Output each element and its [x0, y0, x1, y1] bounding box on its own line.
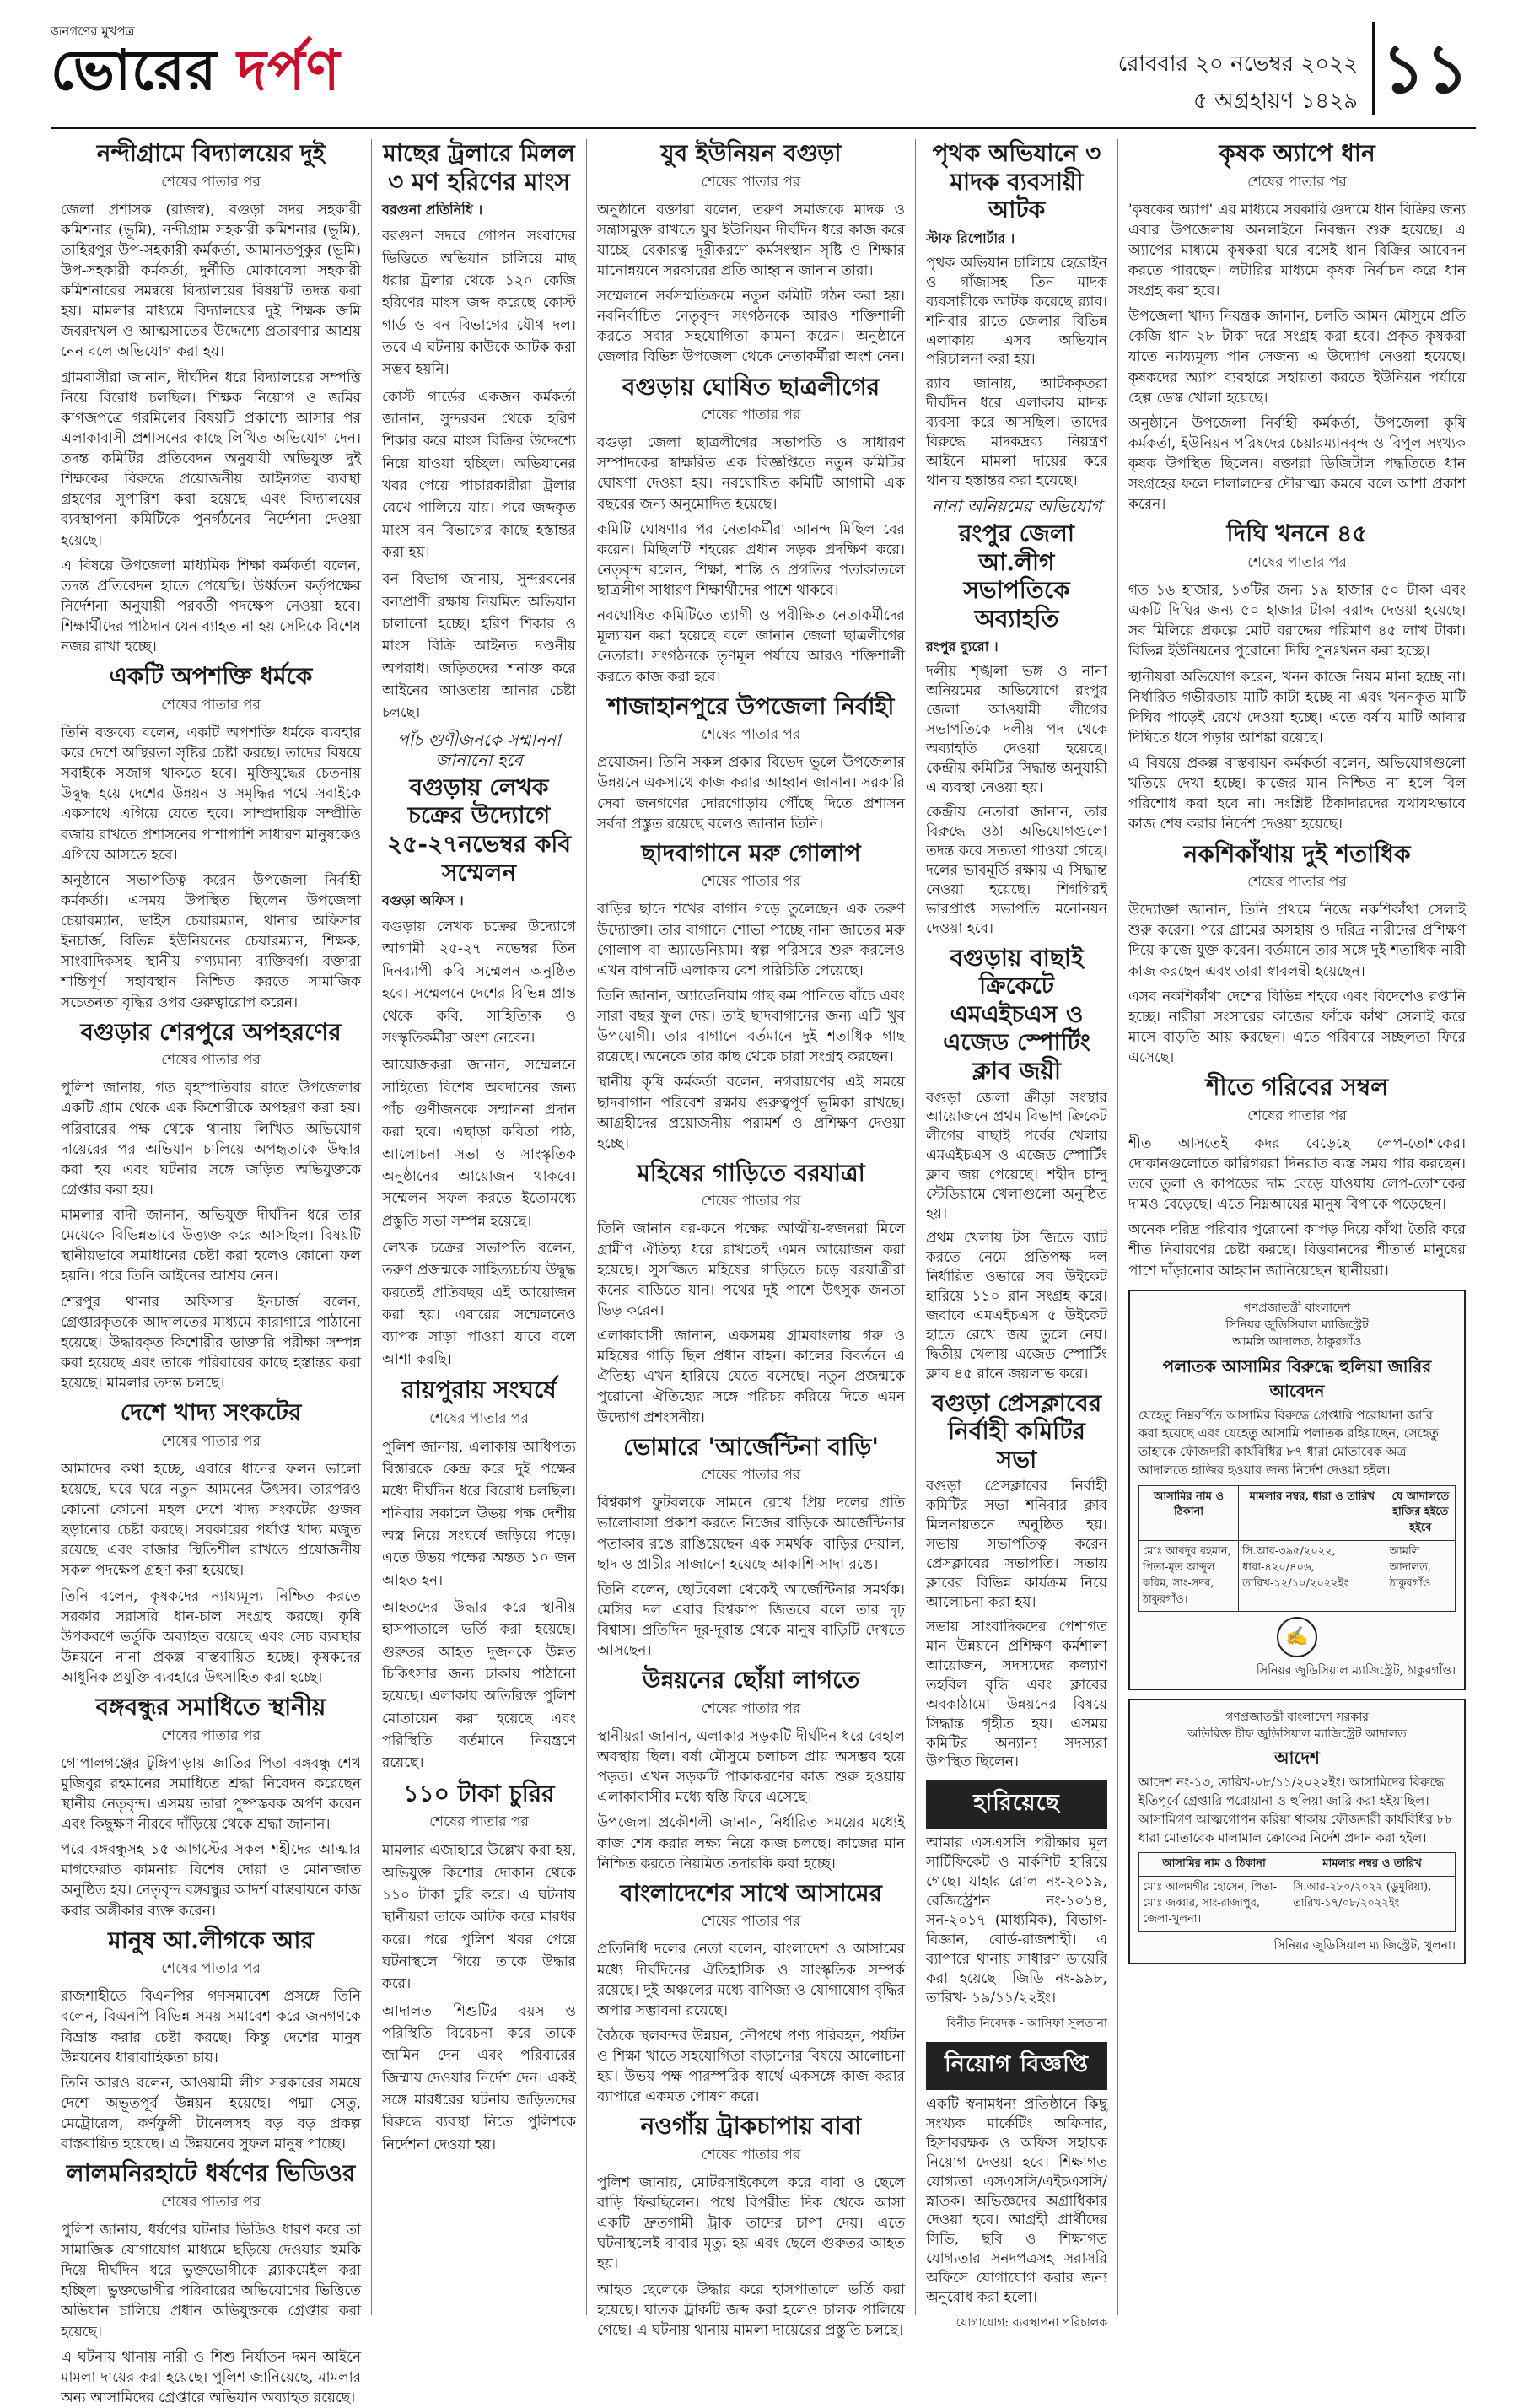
classified-signature: যোগাযোগ: ব্যবস্থাপনা পরিচালক	[955, 2316, 1107, 2330]
article-text: র‌্যাব জানায়, আটককৃতরা দীর্ঘদিন ধরে এলাকায় মাদক ব্যবসা করে আসছিল। তাদের বিরুদ্ধে মাদকদ্রব্য নিয়ন্ত্রণ আইনে মামলা দায়ের করে থানায় হস্তান্তর করা হয়েছে।	[926, 375, 1107, 490]
article-text: বগুড়া জেলা ছাত্রলীগের সভাপতি ও সাধারণ সম্পাদকের স্বাক্ষরিত এক বিজ্ঞপ্তিতে নতুন কমিটির ঘোষণা দেওয়া হয়। নবঘোষিত কমিটি আগামী এক বছরের জন্য অনুমোদিত হয়েছে।	[597, 434, 905, 513]
article-text: তিনি জানান, অ্যাডেনিয়াম গাছ কম পানিতে বাঁচে এবং সারা বছর ফুল দেয়। তাই ছাদবাগানের জন্য এটি খুব উপযোগী। তার বাগানে বর্তমানে দুই শতাধিক গাছ রয়েছে। অনেকে তার কাছ থেকে চারা সংগ্রহ করছেন।	[597, 987, 905, 1066]
continued-label: শেষের পাতার পর	[161, 173, 261, 191]
headline: শাজাহানপুরে উপজেলা নির্বাহী	[607, 692, 895, 720]
column-4	[915, 139, 1117, 2330]
article-text: তিনি বক্তব্যে বলেন, একটি অপশক্তি ধর্মকে ব্যবহার করে দেশে অস্থিরতা সৃষ্টির চেষ্টা করছে। তাদের বিষয়ে সবাইকে সজাগ থাকতে হবে। মুক্তিযুদ্ধের চেতনায় উদ্বুদ্ধ হয়ে দেশের উন্নয়ন ও সমৃদ্ধির পথে সবাইকে একসাথে এগিয়ে যেতে হবে। সাম্প্রদায়িক সম্প্রীতি বজায় রাখতে প্রশাসনের পাশাপাশি সাধারণ মানুষকেও এগিয়ে আসতে হবে।	[61, 724, 361, 864]
article-text: বগুড়ায় লেখক চক্রের উদ্যোগে আগামী ২৫-২৭ নভেম্বর তিন দিনব্যাপী কবি সম্মেলন অনুষ্ঠিত হবে। সম্মেলনে দেশের বিভিন্ন প্রান্ত থেকে কবি, সাহিত্যিক ও সংস্কৃতিকর্মীরা অংশ নেবেন।	[382, 918, 576, 1047]
classified-recruitment[interactable]	[926, 2042, 1107, 2333]
article-text: জেলা প্রশাসক (রাজস্ব), বগুড়া সদর সহকারী কমিশনার (ভূমি), নন্দীগ্রাম সহকারী কমিশনার (ভূমি), তাহিরপুর উপ-সহকারী কর্মকর্তা, আমানতপুকুর (ভূমি) উপ-সহকারী কর্মকর্তা, দুর্নীতি মোকাবেলা সহকারী কমিশনারের সমন্বয়ে বিদ্যালয়ের বিষয়টি তদন্ত করা হয়। মামলার মাধ্যমে বিদ্যালয়ের দুই শিক্ষক জমি জবরদখল ও আত্মসাতের উদ্দেশ্যে প্রতারণার আশ্রয় নেন বলে অভিযোগ করা হয়।	[61, 201, 361, 361]
article-text: উপজেলা খাদ্য নিয়ন্ত্রক জানান, চলতি আমন মৌসুমে প্রতি কেজি ধান ২৮ টাকা দরে সংগ্রহ করা হবে। প্রকৃত কৃষকরা যাতে ন্যায্যমূল্য পান সেজন্য এ উদ্যোগ নেওয়া হয়েছে। কৃষকদের অ্যাপ ব্যবহারে সহায়তা করতে ইউনিয়ন পর্যায়ে হেল্প ডেস্ক খোলা হয়েছে।	[1128, 308, 1466, 407]
table-cell: সি.আর-৩৯৫/২০২২, ধারা-৪২০/৪০৬, তারিখ-১২/১০/২০২২ইং	[1239, 1541, 1386, 1612]
article-text: বন বিভাগ জানায়, সুন্দরবনের বন্যপ্রাণী রক্ষায় নিয়মিত অভিযান চালানো হচ্ছে। হরিণ শিকার ও মাংস বিক্রি আইনত দণ্ডনীয় অপরাধ। জড়িতদের শনাক্ত করে আইনের আওতায় আনার চেষ্টা চলছে।	[382, 571, 576, 722]
headline: মাছের ট্রলারে মিলল ৩ মণ হরিণের মাংস	[383, 139, 575, 196]
article-text: দলীয় শৃঙ্খলা ভঙ্গ ও নানা অনিয়মের অভিযোগে রংপুর জেলা আওয়ামী লীগের সভাপতিকে দলীয় পদ থেকে অব্যাহতি দেওয়া হয়েছে। কেন্দ্রীয় কমিটির সিদ্ধান্ত অনুযায়ী এ ব্যবস্থা নেওয়া হয়।	[926, 663, 1107, 797]
article-manush[interactable]	[61, 1926, 361, 2155]
article-text: এলাকাবাসী জানান, একসময় গ্রামবাংলায় গরু ও মহিষের গাড়ি ছিল প্রধান বাহন। কালের বিবর্তনে এ ঐতিহ্য এখন হারিয়ে যেতে বসেছে। নতুন প্রজন্মকে পুরোনো ঐতিহ্যের সঙ্গে পরিচয় করিয়ে দিতে এমন উদ্যোগ প্রশংসনীয়।	[597, 1328, 905, 1426]
continued-label: শেষের পাতার পর	[701, 873, 801, 891]
notice-table	[1138, 1485, 1456, 1613]
article-text: অনুষ্ঠানে বক্তারা বলেন, তরুণ সমাজকে মাদক ও সন্ত্রাসমুক্ত রাখতে যুব ইউনিয়ন দীর্ঘদিন ধরে কাজ করে যাচ্ছে। বেকারত্ব দূরীকরণে কর্মসংস্থান সৃষ্টি ও শিক্ষার মানোন্নয়নে সরকারের প্রতি আহ্বান জানান তারা।	[597, 201, 905, 279]
masthead	[51, 17, 1476, 129]
headline: বগুড়ার শেরপুরে অপহরণের	[80, 1017, 342, 1046]
dateline: বরগুনা প্রতিনিধি ।	[382, 202, 483, 218]
classified-text: একটি স্বনামধন্য প্রতিষ্ঠানে কিছু সংখ্যক মার্কেটিং অফিসার, হিসাবরক্ষক ও অফিস সহায়ক নিয়োগ দেওয়া হবে। শিক্ষাগত যোগ্যতা এসএসসি/এইচএসসি/স্নাতক। অভিজ্ঞদের অগ্রাধিকার দেওয়া হবে। আগ্রহী প্রার্থীদের সিভি, ছবি ও শিক্ষাগত যোগ্যতার সনদপত্রসহ সরাসরি অফিসে যোগাযোগ করার জন্য অনুরোধ করা হলো।	[926, 2095, 1107, 2307]
article-text: উপজেলা প্রকৌশলী জানান, নির্ধারিত সময়ের মধ্যেই কাজ শেষ করার লক্ষ্য নিয়ে কাজ চলছে। কাজের মান নিশ্চিত করতে নিয়মিত তদারকি করা হচ্ছে।	[597, 1814, 905, 1872]
logo-part-a: ভোরের	[51, 37, 218, 103]
table-header: আসামির নাম ও ঠিকানা	[1139, 1853, 1289, 1877]
headline: নওগাঁয় ট্রাকচাপায় বাবা	[640, 2112, 862, 2141]
headline: একটি অপশক্তি ধর্মকে	[109, 662, 313, 691]
article-argentina-bari[interactable]	[597, 1433, 905, 1662]
article-jubo-union[interactable]	[597, 139, 905, 368]
table-cell: মোঃ আবদুর রহমান, পিতা-মৃত আব্দুল করিম, সাং-সদর, ঠাকুরগাঁও।	[1139, 1541, 1239, 1612]
headline: ভোমারে 'আর্জেন্টিনা বাড়ি'	[623, 1432, 879, 1461]
article-text: পুলিশ জানায়, ধর্ষণের ঘটনার ভিডিও ধারণ করে তা সামাজিক যোগাযোগ মাধ্যমে ছড়িয়ে দেওয়ার হুমকি দিয়ে দীর্ঘদিন ধরে ভুক্তভোগীকে ব্ল্যাকমেইল করা হচ্ছিল। ভুক্তভোগীর পরিবারের অভিযোগের ভিত্তিতে অভিযান চালিয়ে প্রধান অভিযুক্তকে গ্রেপ্তার করা হয়েছে।	[61, 2221, 361, 2341]
headline: কৃষক অ্যাপে ধান	[1219, 139, 1375, 167]
article-text: আহত ছেলেকে উদ্ধার করে হাসপাতালে ভর্তি করা হয়েছে। ঘাতক ট্রাকটি জব্দ করা হলেও চালক পালিয়ে গেছে। এ ঘটনায় থানায় মামলা দায়েরের প্রস্তুতি চলছে।	[597, 2281, 905, 2339]
article-text: স্থানীয়রা অভিযোগ করেন, খনন কাজে নিয়ম মানা হচ্ছে না। নির্ধারিত গভীরতায় মাটি কাটা হচ্ছে না এবং খননকৃত মাটি দিঘির পাড়েই রেখে দেওয়া হচ্ছে। এতে বর্ষায় মাটি আবার দিঘিতে ধসে পড়ার আশঙ্কা রয়েছে।	[1128, 668, 1466, 746]
article-text: গোপালগঞ্জের টুঙ্গিপাড়ায় জাতির পিতা বঙ্গবন্ধু শেখ মুজিবুর রহমানের সমাধিতে শ্রদ্ধা নিবেদন করেছেন স্থানীয় নেতৃবৃন্দ। এসময় তারা পুষ্পস্তবক অর্পণ করেন এবং কিছুক্ষণ নীরবে দাঁড়িয়ে থেকে শ্রদ্ধা জানান।	[61, 1754, 361, 1834]
headline: শীতে গরিবের সম্বল	[1205, 1073, 1389, 1102]
article-text: অনুষ্ঠানে সভাপতিত্ব করেন উপজেলা নির্বাহী কর্মকর্তা। এসময় উপস্থিত ছিলেন উপজেলা চেয়ারম্যান, ভাইস চেয়ারম্যান, থানার অফিসার ইনচার্জ, বিভিন্ন ইউনিয়নের চেয়ারম্যান, শিক্ষক, সাংবাদিকসহ স্থানীয় গণ্যমান্য ব্যক্তিবর্গ। বক্তারা শান্তিপূর্ণ সহাবস্থান নিশ্চিত করতে সামাজিক সচেতনতা বৃদ্ধির ওপর গুরুত্বারোপ করেন।	[61, 871, 361, 1011]
article-text: এ ঘটনায় থানায় নারী ও শিশু নির্যাতন দমন আইনে মামলা দায়ের করা হয়েছে। পুলিশ জানিয়েছে, মামলার অন্য আসামিদের গ্রেপ্তারে অভিযান অব্যাহত রয়েছে।	[61, 2348, 361, 2406]
article-text: সভায় সাংবাদিকদের পেশাগত মান উন্নয়নে প্রশিক্ষণ কর্মশালা আয়োজন, সদস্যদের কল্যাণ তহবিল বৃদ্ধি এবং ক্লাবের অবকাঠামো উন্নয়নের বিষয়ে সিদ্ধান্ত গৃহীত হয়। এসময় কমিটির অন্যান্য সদস্যরা উপস্থিত ছিলেন।	[926, 1618, 1107, 1771]
notice-line: গণপ্রজাতন্ত্রী বাংলাদেশ সরকার	[1225, 1710, 1369, 1724]
date-bengali: ৫ অগ্রহায়ণ ১৪২৯	[1192, 89, 1358, 114]
headline: বঙ্গবন্ধুর সমাধিতে স্থানীয়	[95, 1693, 326, 1721]
article-text: প্রতিনিধি দলের নেতা বলেন, বাংলাদেশ ও আসামের মধ্যে দীর্ঘদিনের ঐতিহাসিক ও সাংস্কৃতিক সম্পর্ক রয়েছে। দুই অঞ্চলের মধ্যে বাণিজ্য ও যোগাযোগ বৃদ্ধির অপার সম্ভাবনা রয়েছে।	[597, 1941, 905, 2019]
table-cell: মোঃ আলমগীর হোসেন, পিতা-মোঃ জব্বার, সাং-রাজাপুর, জেলা-খুলনা।	[1139, 1877, 1289, 1932]
logo-part-b: দর্পণ	[237, 37, 341, 103]
article-text: সম্মেলনে সর্বসম্মতিক্রমে নতুন কমিটি গঠন করা হয়। নবনির্বাচিত নেতৃবৃন্দ সংগঠনকে আরও শক্তিশালী করতে সবার সহযোগিতা কামনা করেন। অনুষ্ঠানে জেলার বিভিন্ন উপজেলা থেকে নেতাকর্মীরা অংশ নেন।	[597, 288, 905, 366]
article-khadya[interactable]	[61, 1398, 361, 1688]
continued-label: শেষের পাতার পর	[701, 2146, 801, 2163]
article-text: কমিটি ঘোষণার পর নেতাকর্মীরা আনন্দ মিছিল বের করেন। মিছিলটি শহরের প্রধান সড়ক প্রদক্ষিণ করে। নেতৃবৃন্দ বলেন, শিক্ষা, শান্তি ও প্রগতির পতাকাতলে ছাত্রলীগ সাধারণ শিক্ষার্থীদের পাশে থাকবে।	[597, 520, 905, 600]
headline: পৃথক অভিযানে ৩ মাদক ব্যবসায়ী আটক	[932, 139, 1101, 224]
article-text: প্রয়োজন। তিনি সকল প্রকার বিভেদ ভুলে উপজেলার উন্নয়নে একসাথে কাজ করার আহ্বান জানান। সরকারি সেবা জনগণের দোরগোড়ায় পৌঁছে দিতে প্রশাসন সর্বদা প্রস্তুত রয়েছে বলেও জানান তিনি।	[597, 754, 905, 832]
article-dighi-khonon[interactable]	[1128, 520, 1466, 834]
article-text: তিনি আরও বলেন, আওয়ামী লীগ সরকারের সময়ে দেশে অভূতপূর্ব উন্নয়ন হয়েছে। পদ্মা সেতু, মেট্রোরেল, কর্ণফুলী টানেলসহ বড় বড় প্রকল্প বাস্তবায়িত হয়েছে। এ উন্নয়নের সুফল মানুষ পাচ্ছে।	[61, 2074, 361, 2153]
article-text: পুলিশ জানায়, গত বৃহস্পতিবার রাতে উপজেলার একটি গ্রাম থেকে এক কিশোরীকে অপহরণ করা হয়। পরিবারের পক্ষ থেকে থানায় লিখিত অভিযোগ দায়েরের পর অভিযান চালিয়ে অপহৃতাকে উদ্ধার করা হয় এবং ঘটনার সঙ্গে জড়িত অভিযুক্তকে গ্রেপ্তার করা হয়।	[61, 1080, 361, 1199]
article-text: শীত আসতেই কদর বেড়েছে লেপ-তোশকের। দোকানগুলোতে কারিগররা দিনরাত ব্যস্ত সময় পার করছেন। তবে তুলা ও কাপড়ের দাম বেড়ে যাওয়ায় লেপ-তোশকের দামও বেড়েছে। এতে নিম্নআয়ের মানুষ বিপাকে পড়েছেন।	[1128, 1134, 1466, 1214]
article-text: এসব নকশিকাঁথা দেশের বিভিন্ন শহরে এবং বিদেশেও রপ্তানি হচ্ছে। নারীরা সংসারের কাজের ফাঁকে কাঁথা সেলাই করে মাসে বাড়তি আয় করছেন। এতে পরিবারে সচ্ছলতা ফিরে এসেছে।	[1128, 988, 1466, 1067]
continued-label: শেষের পাতার পর	[701, 1193, 801, 1210]
headline: মানুষ আ.লীগকে আর	[108, 1926, 314, 1954]
article-text: বৈঠকে স্থলবন্দর উন্নয়ন, নৌপথে পণ্য পরিবহন, পর্যটন ও শিক্ষা খাতে সহযোগিতা বাড়ানোর বিষয়ে আলোচনা হয়। উভয় পক্ষ পারস্পরিক স্বার্থে একসঙ্গে কাজ করার ব্যাপারে একমত পোষণ করে।	[597, 2027, 905, 2106]
continued-label: শেষের পাতার পর	[701, 726, 801, 744]
page-number: ১১	[1372, 22, 1476, 115]
article-text: তিনি জানান বর-কনে পক্ষের আত্মীয়-স্বজনরা মিলে গ্রামীণ ঐতিহ্য ধরে রাখতেই এমন আয়োজন করা হয়েছে। সুসজ্জিত মহিষের গাড়িতে চড়ে বরযাত্রীরা কনের বাড়িতে যান। পথের দুই পাশে উৎসুক জনতা ভিড় করেন।	[597, 1220, 905, 1319]
table-header: আসামির নাম ও ঠিকানা	[1139, 1485, 1239, 1541]
continued-label: শেষের পাতার পর	[701, 1913, 801, 1931]
court-notice-2[interactable]	[1128, 1699, 1466, 1964]
continued-label: শেষের পাতার পর	[1247, 1107, 1347, 1124]
article-nakshikantha[interactable]	[1128, 840, 1466, 1069]
continued-label: শেষের পাতার পর	[161, 696, 261, 714]
headline: যুব ইউনিয়ন বগুড়া	[660, 139, 842, 167]
notice-signature: সিনিয়র জুডিসিয়াল ম্যাজিস্ট্রেট, খুলনা।	[1273, 1938, 1456, 1953]
article-bangabandhu[interactable]	[61, 1693, 361, 1921]
notice-text: যেহেতু নিম্নবর্ণিত আসামির বিরুদ্ধে গ্রেপ্তারি পরোয়ানা জারি করা হয়েছে এবং যেহেতু আসামি পলাতক রহিয়াছেন, সেহেতু তাহাকে ফৌজদারী কার্যবিধির ৮৭ ধারা মোতাবেক অত্র আদালতে হাজির হওয়ার জন্য নির্দেশ দেওয়া হইল।	[1138, 1407, 1439, 1478]
dateline: রংপুর ব্যুরো ।	[926, 638, 999, 655]
notice-table	[1138, 1852, 1456, 1931]
article-text: স্থানীয়রা জানান, এলাকার সড়কটি দীর্ঘদিন ধরে বেহাল অবস্থায় ছিল। বর্ষা মৌসুমে চলাচল প্রায় অসম্ভব হয়ে পড়ত। এখন সড়কটি পাকাকরণের কাজ শুরু হওয়ায় এলাকাবাসীর মধ্যে স্বস্তি ফিরে এসেছে।	[597, 1727, 905, 1807]
notice-line: আমলি আদালত, ঠাকুরগাঁও	[1232, 1335, 1362, 1349]
headline: নকশিকাঁথায় দুই শতাধিক	[1183, 839, 1411, 868]
article-chhatraleague[interactable]	[597, 373, 905, 687]
article-assam[interactable]	[597, 1879, 905, 2108]
date-gregorian: রোববার ২০ নভেম্বর ২০২২	[1117, 51, 1358, 77]
article-naogaon[interactable]	[597, 2112, 905, 2341]
column-5	[1117, 139, 1476, 2315]
article-unnayan[interactable]	[597, 1666, 905, 1873]
article-machher[interactable]	[382, 139, 576, 725]
article-kobi-sommelon[interactable]	[382, 730, 576, 1371]
article-chhadbagan[interactable]	[597, 839, 905, 1154]
article-text: গত ১৬ হাজার, ১৩টির জন্য ১৯ হাজার ৫০ টাকা এবং একটি দিঘির জন্য ৫০ হাজার টাকা বরাদ্দ দেওয়া হয়েছে। সব মিলিয়ে প্রকল্পে মোট বরাদ্দের পরিমাণ ৪৫ লাখ টাকা। বিভিন্ন ইউনিয়নের পুরোনো দিঘি পুনঃখনন করা হচ্ছে।	[1128, 582, 1466, 660]
article-text: আয়োজকরা জানান, সম্মেলনে সাহিত্যে বিশেষ অবদানের জন্য পাঁচ গুণীজনকে সম্মাননা প্রদান করা হবে। এছাড়া কবিতা পাঠ, আলোচনা সভা ও সাংস্কৃতিক অনুষ্ঠানের আয়োজন থাকবে। সম্মেলন সফল করতে ইতোমধ্যে প্রস্তুতি সভা সম্পন্ন হয়েছে।	[382, 1057, 576, 1230]
article-opashakti[interactable]	[61, 662, 361, 1012]
table-header: মামলার নম্বর ও তারিখ	[1289, 1853, 1456, 1877]
headline: দেশে খাদ্য সংকটের	[120, 1398, 302, 1427]
article-text: গ্রামবাসীরা জানান, দীর্ঘদিন ধরে বিদ্যালয়ের সম্পত্তি নিয়ে বিরোধ চলছিল। শিক্ষক নিয়োগ ও জমির কাগজপত্রে গরমিলের বিষয়টি প্রকাশ্যে আসার পর এলাকাবাসী প্রশাসনের কাছে লিখিত অভিযোগ দেন। তদন্ত কমিটির প্রতিবেদন অনুযায়ী অভিযুক্ত দুই শিক্ষকের বিরুদ্ধে প্রয়োজনীয় আইনগত ব্যবস্থা গ্রহণের সুপারিশ করা হয়েছে এবং বিদ্যালয়ের ব্যবস্থাপনা কমিটিকে পুনর্গঠনের নির্দেশনা দেওয়া হয়েছে।	[61, 369, 361, 549]
article-text: তিনি বলেন, কৃষকদের ন্যায্যমূল্য নিশ্চিত করতে সরকার সরাসরি ধান-চাল সংগ্রহ করছে। কৃষি উপকরণে ভর্তুকি অব্যাহত রয়েছে এবং সেচ ব্যবস্থার উন্নয়নে নানা প্রকল্প বাস্তবায়িত হচ্ছে। কৃষকদের আধুনিক প্রযুক্তি ব্যবহারে উৎসাহিত করা হচ্ছে।	[61, 1587, 361, 1686]
article-text: মামলার বাদী জানান, অভিযুক্ত দীর্ঘদিন ধরে তার মেয়েকে বিভিন্নভাবে উত্ত্যক্ত করে আসছিল। বিষয়টি স্থানীয়ভাবে সমাধানের চেষ্টা করা হলেও কোনো ফল হয়নি। পরে তিনি আইনের আশ্রয় নেন।	[61, 1207, 361, 1285]
notice-title: পলাতক আসামির বিরুদ্ধে হুলিয়া জারির আবেদন	[1162, 1355, 1432, 1401]
dateline: স্টাফ রিপোর্টার ।	[926, 229, 1015, 246]
continued-label: শেষের পাতার পর	[701, 173, 801, 191]
article-text: কেন্দ্রীয় নেতারা জানান, তার বিরুদ্ধে ওঠা অভিযোগগুলো তদন্ত করে সত্যতা পাওয়া গেছে। দলের ভাবমূর্তি রক্ষায় এ সিদ্ধান্ত নেওয়া হয়েছে। শিগগিরই ভারপ্রাপ্ত সভাপতি মনোনয়ন দেওয়া হবে।	[926, 803, 1107, 937]
article-text: এ বিষয়ে প্রকল্প বাস্তবায়ন কর্মকর্তা বলেন, অভিযোগগুলো খতিয়ে দেখা হচ্ছে। কাজের মান নিশ্চিত না হলে বিল পরিশোধ করা হবে না। সংশ্লিষ্ট ঠিকাদারদের যথাযথভাবে কাজ শেষ করার নির্দেশ দেওয়া হয়েছে।	[1128, 755, 1466, 833]
article-text: অনুষ্ঠানে উপজেলা নির্বাহী কর্মকর্তা, উপজেলা কৃষি কর্মকর্তা, ইউনিয়ন পরিষদের চেয়ারম্যানবৃন্দ ও বিপুল সংখ্যক কৃষক উপস্থিত ছিলেন। বক্তারা ডিজিটাল পদ্ধতিতে ধান সংগ্রহের ফলে দালালদের দৌরাত্ম্য কমবে বলে আশা প্রকাশ করেন।	[1128, 414, 1466, 514]
column-1	[51, 139, 371, 2406]
article-text: আদালত শিশুটির বয়স ও পরিস্থিতি বিবেচনা করে তাকে জামিন দেন এবং পরিবারের জিম্মায় দেওয়ার নির্দেশ দেন। একই সঙ্গে মারধরের ঘটনায় জড়িতদের বিরুদ্ধে ব্যবস্থা নিতে পুলিশকে নির্দেশনা দেওয়া হয়।	[382, 2002, 576, 2153]
article-text: রাজশাহীতে বিএনপির গণসমাবেশ প্রসঙ্গে তিনি বলেন, বিএনপি বিভিন্ন সময় সমাবেশ করে জনগণকে বিভ্রান্ত করার চেষ্টা করছে। কিন্তু দেশের মানুষ উন্নয়নের ধারাবাহিকতা চায়।	[61, 1988, 361, 2066]
classified-lost[interactable]	[926, 1780, 1107, 2033]
article-text: 'কৃষকের অ্যাপ' এর মাধ্যমে সরকারি গুদামে ধান বিক্রির জন্য এবার উপজেলায় অনলাইনে নিবন্ধন শুরু হয়েছে। এ অ্যাপের মাধ্যমে কৃষকরা ঘরে বসেই ধান বিক্রির আবেদন করতে পারছেন। লটারির মাধ্যমে কৃষক নির্বাচন করে ধান সংগ্রহ করা হবে।	[1128, 201, 1466, 300]
article-raipura[interactable]	[382, 1376, 576, 1775]
table-cell: সি.আর-২৮০/২০২২ (ডুমুরিয়া), তারিখ-১৭/০৮/২০২২ইং	[1289, 1877, 1456, 1932]
article-text: আহতদের উদ্ধার করে স্থানীয় হাসপাতালে ভর্তি করা হয়েছে। গুরুতর আহত দুজনকে উন্নত চিকিৎসার জন্য ঢাকায় পাঠানো হয়েছে। এলাকায় অতিরিক্ত পুলিশ মোতায়েন করা হয়েছে এবং পরিস্থিতি বর্তমানে নিয়ন্ত্রণে রয়েছে।	[382, 1599, 576, 1772]
classified-text: আমার এসএসসি পরীক্ষার মূল সার্টিফিকেট ও মার্কশিট হারিয়ে গেছে। যাহার রোল নং-২০১৯, রেজিস্ট্রেশন নং-১০১৪, সন-২০১৭ (মাধ্যমিক), বিভাগ-বিজ্ঞান, বোর্ড-রাজশাহী। এ ব্যাপারে থানায় সাধারণ ডায়েরি করা হয়েছে। জিডি নং-৯৯৮, তারিখ- ১৯/১১/২২ইং।	[926, 1834, 1107, 2007]
headline: উন্নয়নের ছোঁয়া লাগতে	[642, 1666, 860, 1694]
headline: ছাদবাগানে মরু গোলাপ	[641, 838, 861, 867]
notice-text: আদেশ নং-১৩, তারিখ-০৮/১১/২০২২ইং। আসামিদের বিরুদ্ধে ইতিপূর্বে গ্রেপ্তারি পরোয়ানা ও হুলিয়া জারি করা হইয়াছিল। আসামিগণ আত্মগোপন করিয়া থাকায় ফৌজদারী কার্যবিধির ৮৮ ধারা মোতাবেক মালামাল ক্রোকের নির্দেশ প্রদান করা হইল।	[1138, 1775, 1454, 1845]
headline: বগুড়ায় বাছাই ক্রিকেটে এমএইচএস ও এজেড স্পোর্টিং ক্লাব জয়ী	[943, 943, 1090, 1085]
column-3	[586, 139, 915, 2339]
headline: রংপুর জেলা আ.লীগ সভাপতিকে অব্যাহতি	[958, 520, 1074, 633]
article-text: অনেক দরিদ্র পরিবার পুরোনো কাপড় দিয়ে কাঁথা তৈরি করে শীত নিবারণের চেষ্টা করছে। বিত্তবানদের শীতার্ত মানুষের পাশে দাঁড়ানোর আহ্বান জানিয়েছেন স্থানীয়রা।	[1128, 1221, 1466, 1279]
article-text: পরে বঙ্গবন্ধুসহ ১৫ আগস্টের সকল শহীদের আত্মার মাগফেরাত কামনায় বিশেষ দোয়া ও মোনাজাত অনুষ্ঠিত হয়। নেতৃবৃন্দ বঙ্গবন্ধুর আদর্শ বাস্তবায়নে কাজ করার অঙ্গীকার ব্যক্ত করেন।	[61, 1841, 361, 1920]
article-110-taka[interactable]	[382, 1780, 576, 2156]
continued-label: শেষের পাতার পর	[161, 1960, 261, 1978]
article-cricket[interactable]	[926, 944, 1107, 1384]
signature-mark-icon: ✍	[1277, 1617, 1317, 1657]
headline: মহিষের গাড়িতে বরযাত্রা	[637, 1158, 865, 1187]
article-text: বাড়ির ছাদে শখের বাগান গড়ে তুলেছেন এক তরুণ উদ্যোক্তা। তার বাগানে শোভা পাচ্ছে নানা জাতের মরু গোলাপ বা অ্যাডেনিয়াম। স্বল্প পরিসরে শুরু করলেও এখন বাগানটি এলাকায় বেশ পরিচিতি পেয়েছে।	[597, 901, 905, 979]
article-text: শেরপুর থানার অফিসার ইনচার্জ বলেন, গ্রেপ্তারকৃতকে আদালতের মাধ্যমে কারাগারে পাঠানো হয়েছে। উদ্ধারকৃত কিশোরীর ডাক্তারি পরীক্ষা সম্পন্ন করা হয়েছে এবং তাকে পরিবারের কাছে হস্তান্তর করা হয়েছে। মামলার তদন্ত চলছে।	[61, 1293, 361, 1393]
court-notice-1[interactable]	[1128, 1290, 1466, 1690]
article-sherpur[interactable]	[61, 1018, 361, 1393]
headline: লালমনিরহাটে ধর্ষণের ভিডিওর	[66, 2159, 356, 2188]
headline: বগুড়ায় লেখক চক্রের উদ্যোগে ২৫-২৭নভেম্বর কবি সম্মেলন	[386, 773, 572, 886]
article-sheet[interactable]	[1128, 1073, 1466, 1280]
article-text: উদ্যোক্তা জানান, তিনি প্রথমে নিজে নকশিকাঁথা সেলাই শুরু করেন। পরে গ্রামের অসহায় ও দরিদ্র নারীদের প্রশিক্ষণ দিয়ে কাজে যুক্ত করেন। বর্তমানে তার সঙ্গে দুই শতাধিক নারী কাজ করছেন এবং তারা স্বাবলম্বী হয়েছেন।	[1128, 902, 1466, 980]
article-text: স্থানীয় কৃষি কর্মকর্তা বলেন, নগরায়ণের এই সময়ে ছাদবাগান পরিবেশ রক্ষায় গুরুত্বপূর্ণ ভূমিকা রাখছে। আগ্রহীদের প্রয়োজনীয় পরামর্শ ও প্রশিক্ষণ দেওয়া হচ্ছে।	[597, 1074, 905, 1152]
table-row	[1139, 1877, 1456, 1932]
kicker: নানা অনিয়মের অভিযোগ	[931, 496, 1102, 517]
headline: রায়পুরায় সংঘর্ষে	[401, 1376, 557, 1403]
article-text: পুলিশ জানায়, এলাকায় আধিপত্য বিস্তারকে কেন্দ্র করে দুই পক্ষের মধ্যে দীর্ঘদিন ধরে বিরোধ চলছিল। শনিবার সকালে উভয় পক্ষ দেশীয় অস্ত্র নিয়ে সংঘর্ষে জড়িয়ে পড়ে। এতে উভয় পক্ষের অন্তত ১০ জন আহত হন।	[382, 1438, 576, 1589]
article-text: বরগুনা সদরে গোপন সংবাদের ভিত্তিতে অভিযান চালিয়ে মাছ ধরার ট্রলার থেকে ১২০ কেজি হরিণের মাংস জব্দ করেছে কোস্ট গার্ড ও বন বিভাগের যৌথ দল। তবে এ ঘটনায় কাউকে আটক করা সম্ভব হয়নি।	[382, 228, 576, 379]
masthead-tagline: জনগণের মুখপত্র	[51, 24, 135, 39]
table-row	[1139, 1541, 1456, 1612]
article-text: এ বিষয়ে উপজেলা মাধ্যমিক শিক্ষা কর্মকর্তা বলেন, তদন্ত প্রতিবেদন হাতে পেয়েছি। উর্ধ্বতন কর্তৃপক্ষের নির্দেশনা অনুযায়ী পরবর্তী পদক্ষেপ নেওয়া হবে। শিক্ষার্থীদের পাঠদান যেন ব্যাহত না হয় সেদিকে বিশেষ নজর রাখা হচ্ছে।	[61, 557, 361, 656]
continued-label: শেষের পাতার পর	[429, 1409, 529, 1427]
table-header: মামলার নম্বর, ধারা ও তারিখ	[1239, 1485, 1386, 1541]
classified-title: নিয়োগ বিজ্ঞপ্তি	[926, 2042, 1107, 2090]
continued-label: শেষের পাতার পর	[161, 1727, 261, 1744]
article-text: নবঘোষিত কমিটিতে ত্যাগী ও পরীক্ষিত নেতাকর্মীদের মূল্যায়ন করা হয়েছে বলে জানান জেলা ছাত্রলীগের নেতারা। সংগঠনকে তৃণমূল পর্যায়ে আরও শক্তিশালী করতে কাজ করা হবে।	[597, 607, 905, 686]
notice-line: সিনিয়র জুডিসিয়াল ম্যাজিস্ট্রেট	[1225, 1317, 1369, 1332]
classified-signature: বিনীত নিবেদক - আসিফা সুলতানা	[946, 2016, 1107, 2030]
headline: দিঘি খননে ৪৫	[1226, 520, 1368, 548]
dateline: বগুড়া অফিস ।	[382, 892, 464, 909]
continued-label: শেষের পাতার পর	[701, 1467, 801, 1484]
table-cell: আমলি আদালত, ঠাকুরগাঁও	[1386, 1541, 1455, 1612]
article-text: বিশ্বকাপ ফুটবলকে সামনে রেখে প্রিয় দলের প্রতি ভালোবাসা প্রকাশ করতে নিজের বাড়িকে আর্জেন্টিনার পতাকার রঙে রাঙিয়েছেন এক সমর্থক। বাড়ির দেয়াল, ছাদ ও প্রাচীর সাজানো হয়েছে আকাশি-সাদা রঙে।	[597, 1495, 905, 1573]
classified-title: হারিয়েছে	[926, 1780, 1107, 1829]
article-text: লেখক চক্রের সভাপতি বলেন, তরুণ প্রজন্মকে সাহিত্যচর্চায় উদ্বুদ্ধ করতেই প্রতিবছর এই আয়োজন করা হয়। এবারের সম্মেলনেও ব্যাপক সাড়া পাওয়া যাবে বলে আশা করছি।	[382, 1239, 576, 1368]
continued-label: শেষের পাতার পর	[161, 1432, 261, 1450]
table-header: যে আদালতে হাজির হইতে হইবে	[1386, 1485, 1455, 1541]
continued-label: শেষের পাতার পর	[1247, 874, 1347, 892]
newspaper-logo	[51, 37, 341, 103]
headline: বগুড়া প্রেসক্লাবের নির্বাহী কমিটির সভা	[931, 1388, 1102, 1473]
article-pressclub[interactable]	[926, 1389, 1107, 1773]
notice-line: অতিরিক্ত চীফ জুডিসিয়াল ম্যাজিস্ট্রেট আদালত	[1187, 1727, 1407, 1742]
continued-label: শেষের পাতার পর	[161, 1052, 261, 1069]
article-text: আমাদের কথা হচ্ছে, এবারে ধানের ফলন ভালো হয়েছে, ঘরে ঘরে নতুন আমনের উৎসব। তারপরও কোনো কোনো মহল দেশে খাদ্য সংকটের গুজব ছড়ানোর চেষ্টা করছে। সরকারের পর্যাপ্ত খাদ্য মজুত রয়েছে এবং বাজার স্থিতিশীল রাখতে প্রয়োজনীয় সকল পদক্ষেপ গ্রহণ করা হয়েছে।	[61, 1460, 361, 1580]
continued-label: শেষের পাতার পর	[1247, 173, 1347, 191]
continued-label: শেষের পাতার পর	[161, 2193, 261, 2211]
article-text: প্রথম খেলায় টস জিতে ব্যাট করতে নেমে প্রতিপক্ষ দল নির্ধারিত ওভারে সব উইকেট হারিয়ে ১১০ রান সংগ্রহ করে। জবাবে এমএইচএস ৫ উইকেট হাতে রেখে জয় তুলে নেয়। দ্বিতীয় খেলায় এজেড স্পোর্টিং ক্লাব ৪৫ রানে জয়লাভ করে।	[926, 1230, 1107, 1382]
article-text: কোস্ট গার্ডের একজন কর্মকর্তা জানান, সুন্দরবন থেকে হরিণ শিকার করে মাংস বিক্রির উদ্দেশ্যে নিয়ে যাওয়া হচ্ছিল। অভিযানের খবর পেয়ে পাচারকারীরা ট্রলার রেখে পালিয়ে যায়। পরে জব্দকৃত মাংস বন বিভাগের কাছে হস্তান্তর করা হয়।	[382, 388, 576, 561]
article-mohisher-gari[interactable]	[597, 1159, 905, 1428]
continued-label: শেষের পাতার পর	[1247, 554, 1347, 572]
kicker: পাঁচ গুণীজনকে সম্মাননা জানানো হবে	[397, 729, 561, 770]
article-shajahanpur[interactable]	[597, 692, 905, 834]
article-prithok-ovijan[interactable]	[926, 139, 1107, 491]
headline: বগুড়ায় ঘোষিত ছাত্রলীগের	[622, 372, 880, 401]
headline: নন্দীগ্রামে বিদ্যালয়ের দুই	[96, 139, 326, 167]
article-text: মামলার এজাহারে উল্লেখ করা হয়, অভিযুক্ত কিশোর দোকান থেকে ১১০ টাকা চুরি করে। এ ঘটনায় স্থানীয়রা তাকে আটক করে মারধর করে। পরে পুলিশ খবর পেয়ে ঘটনাস্থলে গিয়ে তাকে উদ্ধার করে।	[382, 1842, 576, 1993]
article-text: বগুড়া প্রেসক্লাবের নির্বাহী কমিটির সভা শনিবার ক্লাব মিলনায়তনে অনুষ্ঠিত হয়। সভায় সভাপতিত্ব করেন প্রেসক্লাবের সভাপতি। সভায় ক্লাবের বিভিন্ন কার্যক্রম নিয়ে আলোচনা করা হয়।	[926, 1478, 1107, 1611]
article-nandigram[interactable]	[61, 139, 361, 657]
column-2	[371, 139, 586, 2315]
article-text: তিনি বলেন, ছোটবেলা থেকেই আর্জেন্টিনার সমর্থক। মেসির দল এবার বিশ্বকাপ জিতবে বলে তার দৃঢ় বিশ্বাস। প্রতিদিন দূর-দূরান্ত থেকে মানুষ বাড়িটি দেখতে আসছেন।	[597, 1581, 905, 1660]
article-text: বগুড়া জেলা ক্রীড়া সংস্থার আয়োজনে প্রথম বিভাগ ক্রিকেট লীগের বাছাই পর্বের খেলায় এমএইচএস ও এজেড স্পোর্টিং ক্লাব জয় পেয়েছে। শহীদ চান্দু স্টেডিয়ামে খেলাগুলো অনুষ্ঠিত হয়।	[926, 1089, 1107, 1223]
article-lalmonirhat[interactable]	[61, 2159, 361, 2408]
continued-label: শেষের পাতার পর	[701, 1700, 801, 1717]
notice-line: গণপ্রজাতন্ত্রী বাংলাদেশ	[1243, 1301, 1351, 1315]
continued-label: শেষের পাতার পর	[701, 407, 801, 424]
continued-label: শেষের পাতার পর	[429, 1813, 529, 1831]
article-text: পৃথক অভিযান চালিয়ে হেরোইন ও গাঁজাসহ তিন মাদক ব্যবসায়ীকে আটক করেছে র‌্যাব। শনিবার রাতে জেলার বিভিন্ন এলাকায় এসব অভিযান পরিচালনা করা হয়।	[926, 254, 1107, 369]
notice-signature: সিনিয়র জুডিসিয়াল ম্যাজিস্ট্রেট, ঠাকুরগাঁও।	[1256, 1664, 1456, 1678]
issue-date	[1118, 46, 1358, 120]
notice-title: আদেশ	[1274, 1748, 1320, 1769]
headline: ১১০ টাকা চুরির	[403, 1779, 555, 1807]
article-text: পুলিশ জানায়, মোটরসাইকেলে করে বাবা ও ছেলে বাড়ি ফিরছিলেন। পথে বিপরীত দিক থেকে আসা একটি দ্রুতগামী ট্রাক তাদের চাপা দেয়। এতে ঘটনাস্থলেই বাবার মৃত্যু হয় এবং ছেলে গুরুতর আহত হয়।	[597, 2174, 905, 2273]
article-rangpur-aliague[interactable]	[926, 496, 1107, 939]
article-krishak-app[interactable]	[1128, 139, 1466, 514]
headline: বাংলাদেশের সাথে আসামের	[620, 1878, 882, 1907]
